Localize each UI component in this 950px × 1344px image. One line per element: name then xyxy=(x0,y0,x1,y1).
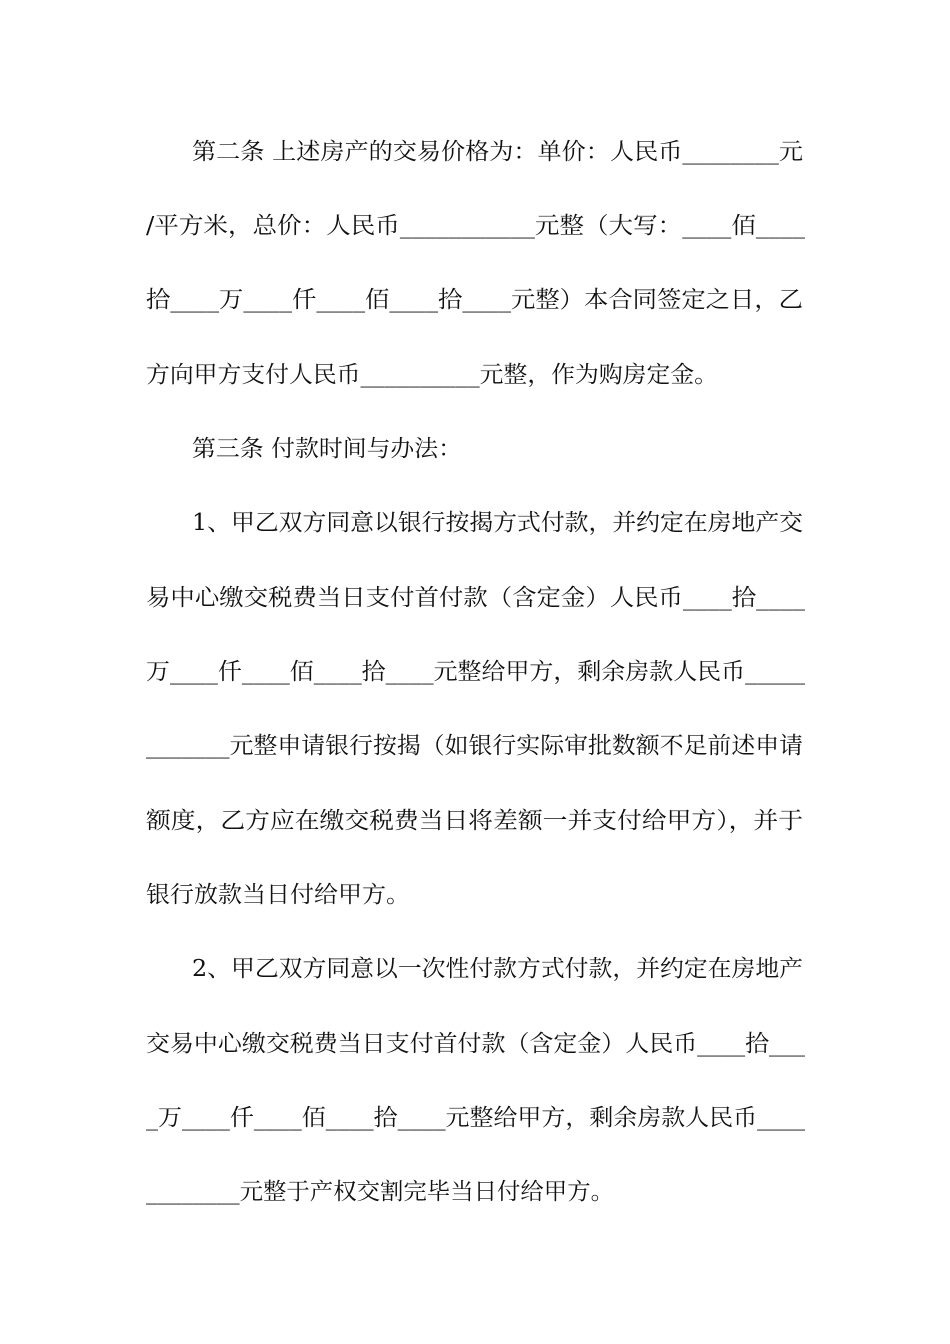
clause-1-line-2 xyxy=(0,583,950,613)
line-text: 拾____万____仟____佰____拾____元整）本合同签定之日，乙 xyxy=(146,287,803,313)
line-text: 第二条 上述房产的交易价格为：单价：人民币________元 xyxy=(192,139,803,165)
line-text: 银行放款当日付给甲方。 xyxy=(146,882,410,908)
line-text: 方向甲方支付人民币__________元整，作为购房定金。 xyxy=(146,362,718,388)
clause-1-line-1 xyxy=(0,508,950,538)
clause-1-line-6 xyxy=(0,880,950,910)
clause-2-line-3 xyxy=(0,1103,950,1133)
clause-1-line-5 xyxy=(0,806,950,836)
line-text: ________元整于产权交割完毕当日付给甲方。 xyxy=(146,1179,614,1205)
article-2-line-3 xyxy=(0,285,950,315)
line-text: 1、甲乙双方同意以银行按揭方式付款，并约定在房地产交 xyxy=(192,510,803,536)
clause-2-line-4 xyxy=(0,1177,950,1207)
clause-1-line-3 xyxy=(0,657,950,687)
line-text: _______元整申请银行按揭（如银行实际审批数额不足前述申请 xyxy=(146,733,803,759)
line-text: /平方米，总价：人民币___________元整（大写：____佰____ xyxy=(146,213,805,239)
line-text: 交易中心缴交税费当日支付首付款（含定金）人民币____拾___ xyxy=(146,1031,805,1057)
line-text: 2、甲乙双方同意以一次性付款方式付款，并约定在房地产 xyxy=(192,956,803,982)
article-2-line-2 xyxy=(0,211,950,241)
line-text: 第三条 付款时间与办法： xyxy=(192,436,462,462)
clause-1-line-4 xyxy=(0,731,950,761)
clause-2-line-2 xyxy=(0,1029,950,1059)
line-text: 易中心缴交税费当日支付首付款（含定金）人民币____拾____ xyxy=(146,585,806,611)
article-3-heading xyxy=(0,434,950,464)
line-text: _万____仟____佰____拾____元整给甲方，剩余房款人民币____ xyxy=(146,1105,805,1131)
line-text: 额度，乙方应在缴交税费当日将差额一并支付给甲方），并于 xyxy=(146,808,803,834)
line-text: 万____仟____佰____拾____元整给甲方，剩余房款人民币_____ xyxy=(146,659,805,685)
article-2-line-4 xyxy=(0,360,950,390)
article-2-line-1 xyxy=(0,137,950,167)
clause-2-line-1 xyxy=(0,954,950,984)
